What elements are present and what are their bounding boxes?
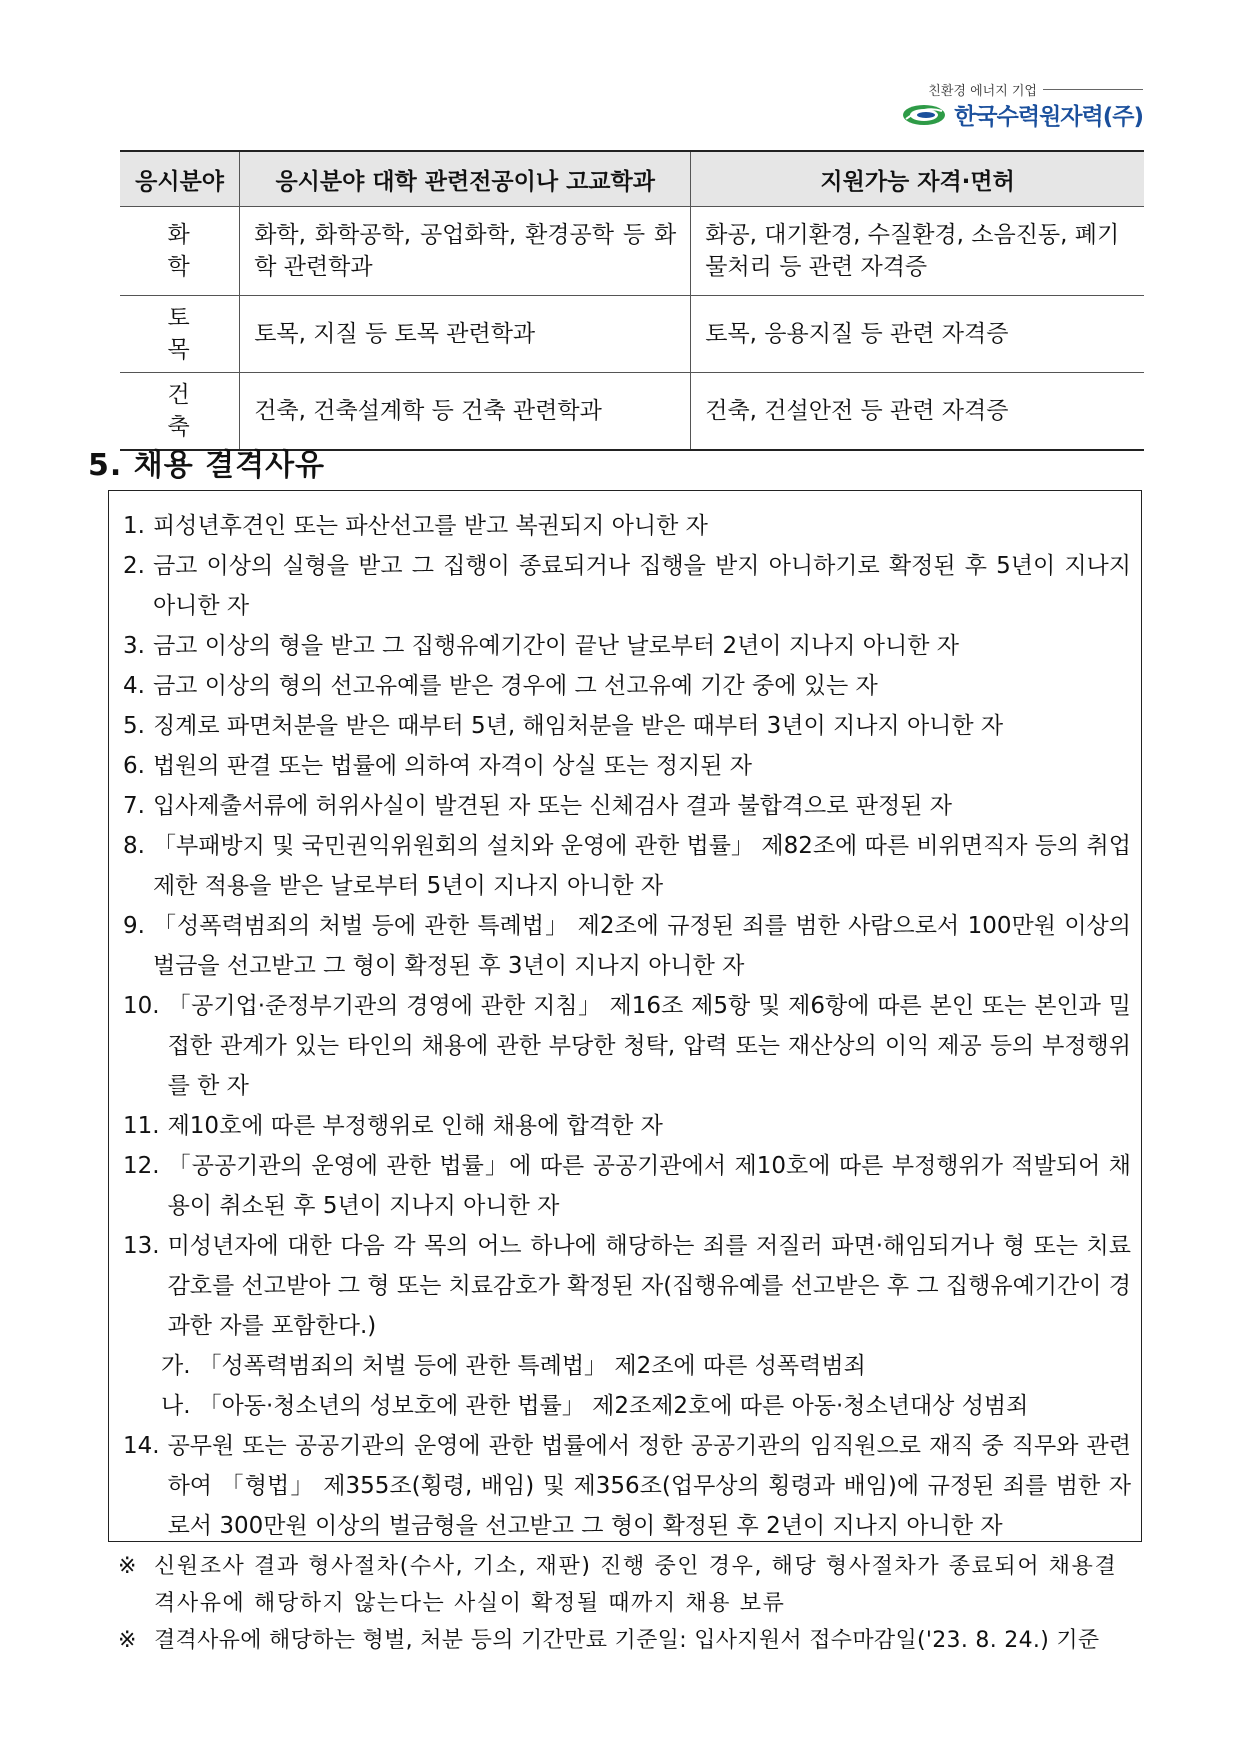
- table-row: [120, 296, 1144, 373]
- table-row: [120, 207, 1144, 296]
- list-item: 1. 피성년후견인 또는 파산선고를 받고 복권되지 아니한 자: [123, 513, 708, 539]
- khnp-logo-icon: [902, 103, 946, 127]
- list-item: 12. 「공공기관의 운영에 관한 법률」에 따른 공공기관에서 제10호에 따른 부정행위가 적발되어 채용이 취소된 후 5년이 지나지 아니한 자: [123, 1153, 1131, 1219]
- list-item: 3. 금고 이상의 형을 받고 그 집행유예기간이 끝난 날로부터 2년이 지나지 아니한 자: [123, 633, 959, 659]
- list-item: 2. 금고 이상의 실형을 받고 그 집행이 종료되거나 집행을 받지 아니하기로 확정된 후 5년이 지나지 아니한 자: [123, 553, 1131, 619]
- tagline-rule: [1043, 89, 1143, 90]
- majors-cell: 건축, 건축설계학 등 건축 관련학과: [240, 373, 691, 451]
- disqualification-box: [108, 490, 1142, 1542]
- list-subitem: 나. 「아동·청소년의 성보호에 관한 법률」 제2조제2호에 따른 아동·청소년대상 성범죄: [161, 1393, 1029, 1419]
- table-header-row: [120, 151, 1144, 207]
- list-item: 5. 징계로 파면처분을 받은 때부터 5년, 해임처분을 받은 때부터 3년이 지나지 아니한 자: [123, 713, 1004, 739]
- licenses-cell: 화공, 대기환경, 수질환경, 소음진동, 폐기물처리 등 관련 자격증: [691, 207, 1144, 296]
- note-mark: ※: [118, 1554, 137, 1579]
- list-item: 4. 금고 이상의 형의 선고유예를 받은 경우에 그 선고유예 기간 중에 있는 자: [123, 673, 878, 699]
- note-text: 결격사유에 해당하는 형벌, 처분 등의 기간만료 기준일: 입사지원서 접수마감일('23. 8. 24.) 기준: [154, 1628, 1100, 1653]
- list-item: 7. 입사제출서류에 허위사실이 발견된 자 또는 신체검사 결과 불합격으로 판정된 자: [123, 793, 952, 819]
- list-item: 9. 「성폭력범죄의 처벌 등에 관한 특례법」 제2조에 규정된 죄를 범한 사람으로서 100만원 이상의 벌금을 선고받고 그 형이 확정된 후 3년이 지나지 아니한 자: [123, 913, 1131, 979]
- list-item: 13. 미성년자에 대한 다음 각 목의 어느 하나에 해당하는 죄를 저질러 파면·해임되거나 형 또는 치료감호를 선고받아 그 형 또는 치료감호가 확정된 자(집행유예를 선고받은 후 그 집행유예기간이 경과한 자를 포함한다.): [123, 1233, 1131, 1339]
- list-item: 10. 「공기업·준정부기관의 경영에 관한 지침」 제16조 제5항 및 제6항에 따른 본인 또는 본인과 밀접한 관계가 있는 타인의 채용에 관한 부당한 청탁, 압력 또는 재산상의 이익 제공 등의 부정행위를 한 자: [123, 993, 1131, 1099]
- company-logo: [863, 76, 1143, 130]
- header-majors: 응시분야 대학 관련전공이나 고교학과: [240, 151, 691, 207]
- section-title: 5. 채용 결격사유: [88, 448, 326, 483]
- company-name: 한국수력원자력(주): [954, 104, 1143, 130]
- list-item: 14. 공무원 또는 공공기관의 운영에 관한 법률에서 정한 공공기관의 임직원으로 재직 중 직무와 관련하여 「형법」 제355조(횡령, 배임) 및 제356조(업무상의 횡령과 배임)에 규정된 죄를 범한 자로서 300만원 이상의 벌금형을 선고받고 그 형이 확정된 후 2년이 지나지 아니한 자: [123, 1433, 1131, 1539]
- table-row: [120, 373, 1144, 451]
- header-licenses: 지원가능 자격·면허: [691, 151, 1144, 207]
- list-item: 6. 법원의 판결 또는 법률에 의하여 자격이 상실 또는 정지된 자: [123, 753, 752, 779]
- disqualification-list: [109, 491, 1141, 1546]
- majors-cell: 토목, 지질 등 토목 관련학과: [240, 296, 691, 373]
- note-mark: ※: [118, 1628, 137, 1653]
- logo-brand: [902, 98, 1143, 131]
- footnotes: [118, 1548, 1138, 1659]
- footnote: [118, 1622, 1138, 1659]
- licenses-cell: 건축, 건설안전 등 관련 자격증: [691, 373, 1144, 451]
- list-subitem: 가. 「성폭력범죄의 처벌 등에 관한 특례법」 제2조에 따른 성폭력범죄: [161, 1353, 866, 1379]
- field-cell: 화학: [120, 207, 240, 296]
- field-cell: 건축: [120, 373, 240, 451]
- header-field: 응시분야: [120, 151, 240, 207]
- logo-tagline: 친환경 에너지 기업: [928, 80, 1143, 99]
- field-cell: 토목: [120, 296, 240, 373]
- footnote: [118, 1548, 1138, 1622]
- list-item: 11. 제10호에 따른 부정행위로 인해 채용에 합격한 자: [123, 1113, 663, 1139]
- licenses-cell: 토목, 응용지질 등 관련 자격증: [691, 296, 1144, 373]
- majors-cell: 화학, 화학공학, 공업화학, 환경공학 등 화학 관련학과: [240, 207, 691, 296]
- eligibility-table: [120, 150, 1144, 451]
- note-text: 신원조사 결과 형사절차(수사, 기소, 재판) 진행 중인 경우, 해당 형사절차가 종료되어 채용결격사유에 해당하지 않는다는 사실이 확정될 때까지 채용 보류: [154, 1554, 1118, 1616]
- list-item: 8. 「부패방지 및 국민권익위원회의 설치와 운영에 관한 법률」 제82조에 따른 비위면직자 등의 취업제한 적용을 받은 날로부터 5년이 지나지 아니한 자: [123, 833, 1131, 899]
